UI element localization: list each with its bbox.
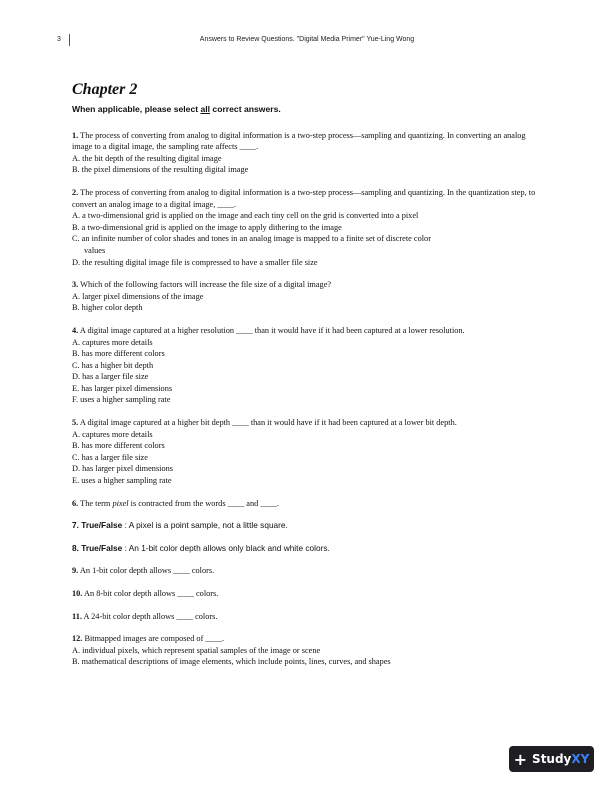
page-header [57, 36, 557, 48]
question-8: 8. True/False : An 1-bit color depth allows only black and white colors. [72, 542, 330, 553]
page-number: 3 [57, 36, 61, 43]
option: A. the bit depth of the resulting digital image [72, 153, 222, 163]
option: A. captures more details [72, 337, 153, 347]
chapter-title: Chapter 2 [72, 81, 138, 98]
badge-label-study: Study [532, 752, 572, 766]
question-2: 2. The process of converting from analog to digital information is a two-step process—sampling and quantizing. In the quantization step, to convert an analog image to a digital image, ____. A. a two-dimensional grid is applied on the image and each tiny cell on the grid is converted into a pixel B. a two-dimensional grid is applied on the image to apply dithering to the image C. an infinite number of color shades and tones in an analog image is mapped to a finite set of discrete color values D. the resulting digital image file is compressed to have a smaller file size [72, 187, 542, 268]
plus-icon: + [513, 749, 528, 769]
question-7: 7. True/False : A pixel is a point sample, not a little square. [72, 520, 288, 531]
option: A. larger pixel dimensions of the image [72, 291, 204, 301]
question-1: 1. The process of converting from analog to digital information is a two-step process—sampling and quantizing. In converting an analog image to a digital image, the sampling rate affects ____. A. the bit depth of the resulting digital image B. the pixel dimensions of the resulting digital image [72, 130, 542, 176]
term-pixel: pixel [112, 498, 129, 508]
option: B. has more different colors [72, 441, 165, 451]
option: C. has a larger file size [72, 452, 148, 462]
studyxy-badge[interactable] [509, 746, 594, 772]
option: C. an infinite number of color shades and tones in an analog image is mapped to a finite set of discrete color [72, 234, 431, 244]
option: A. captures more details [72, 429, 153, 439]
question-6: 6. The term pixel is contracted from the words ____ and ____. [72, 498, 280, 508]
option: C. has a higher bit depth [72, 360, 154, 370]
option: B. the pixel dimensions of the resulting digital image [72, 165, 249, 175]
question-4: 4. A digital image captured at a higher resolution ____ than it would have if it had been captured at a lower resolution. A. captures more details B. has more different colors C. has a higher bit depth D. has a larger file size E. has larger pixel dimensions F. uses a higher sampling rate [72, 325, 542, 406]
option: D. the resulting digital image file is compressed to have a smaller file size [72, 257, 318, 267]
header-title: Answers to Review Questions. "Digital Media Primer" Yue-Ling Wong [199, 36, 415, 43]
option: B. has more different colors [72, 349, 165, 359]
question-3: 3. Which of the following factors will increase the file size of a digital image? A. larger pixel dimensions of the image B. higher color depth [72, 279, 542, 314]
option-continuation: values [84, 245, 106, 255]
option: E. has larger pixel dimensions [72, 383, 173, 393]
document-body [72, 80, 542, 679]
option: F. uses a higher sampling rate [72, 395, 171, 405]
instruction: When applicable, please select all correct answers. [72, 104, 281, 114]
question-5: 5. A digital image captured at a higher bit depth ____ than it would have if it had been captured at a lower bit depth. A. captures more details B. has more different colors C. has a larger file size D. has larger pixel dimensions E. uses a higher sampling rate [72, 417, 542, 487]
option: E. uses a higher sampling rate [72, 476, 172, 486]
option: A. individual pixels, which represent spatial samples of the image or scene [72, 645, 321, 655]
option: B. higher color depth [72, 303, 143, 313]
question-9: 9. An 1-bit color depth allows ____ colors. [72, 566, 215, 576]
option: D. has larger pixel dimensions [72, 464, 174, 474]
question-11: 11. A 24-bit color depth allows ____ colors. [72, 611, 218, 621]
instruction-emphasis: all [200, 104, 211, 114]
question-10: 10. An 8-bit color depth allows ____ colors. [72, 589, 219, 598]
option: B. a two-dimensional grid is applied on the image to apply dithering to the image [72, 222, 342, 232]
option: D. has a larger file size [72, 372, 149, 382]
badge-label-xy: XY [571, 752, 590, 766]
option: A. a two-dimensional grid is applied on the image and each tiny cell on the grid is converted into a pixel [72, 211, 419, 221]
option: B. mathematical descriptions of image elements, which include points, lines, curves, and shapes [72, 657, 391, 667]
question-12: 12. Bitmapped images are composed of ____. A. individual pixels, which represent spatial samples of the image or scene B. mathematical descriptions of image elements, which include points, lines, curves, and shapes [72, 633, 542, 668]
